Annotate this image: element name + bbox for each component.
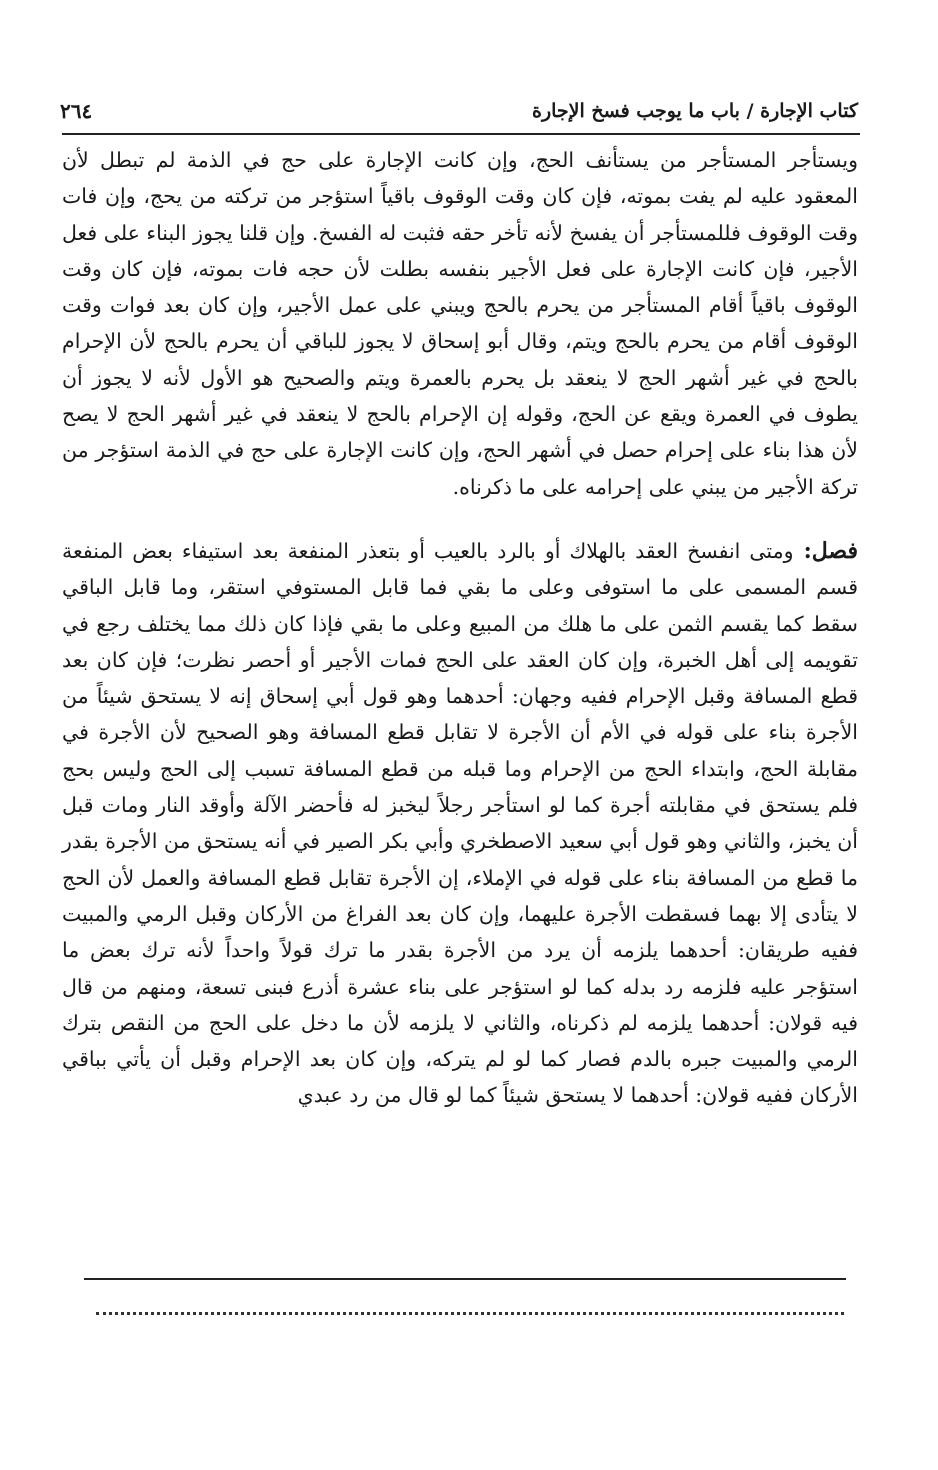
page-header [60, 92, 858, 130]
header-divider [62, 133, 860, 135]
paragraph-2-text: ومتى انفسخ العقد بالهلاك أو بالرد بالعيب أو بتعذر المنفعة بعد استيفاء بعض المنفعة قسم المسمى على ما استوفى وعلى ما بقي فما قابل المستوفي استقر، وما قابل الباقي سقط كما يقسم الثمن على ما هلك من المبيع وعلى ما بقي فإذا كان ذلك مما يختلف رجع في تقويمه إلى أهل الخبرة، وإن كان العقد على الحج فمات الأجير أو أحصر نظرت؛ فإن كان بعد قطع المسافة وقبل الإحرام ففيه وجهان: أحدهما وهو قول أبي إسحاق إنه لا يستحق شيئاً من الأجرة بناء على قوله في الأم أن الأجرة لا تقابل قطع المسافة وهو الصحيح لأن الأجرة في مقابلة الحج، وابتداء الحج من الإحرام وما قبله من قطع المسافة تسبب إلى الحج وليس بحج فلم يستحق في مقابلته أجرة كما لو استأجر رجلاً ليخبز له فأحضر الآلة وأوقد النار ومات قبل أن يخبز، والثاني وهو قول أبي سعيد الاصطخري وأبي بكر الصير في أنه يستحق من الأجرة بقدر ما قطع من المسافة بناء على قوله في الإملاء، إن الأجرة تقابل قطع المسافة والعمل لأن الحج لا يتأدى إلا بهما فسقطت الأجرة عليهما، وإن كان بعد الفراغ من الأركان وقبل الرمي والمبيت ففيه طريقان: أحدهما يلزمه أن يرد من الأجرة بقدر ما ترك قولاً واحداً لأنه ترك بعض ما استؤجر عليه فلزمه رد بدله كما لو استؤجر على بناء عشرة أذرع فبنى تسعة، ومنهم من قال فيه قولان: أحدهما يلزمه لم ذكرناه، والثاني لا يلزمه لأن ما دخل على الحج من النقص بترك الرمي والمبيت جبره بالدم فصار كما لو لم يتركه، وإن كان بعد الإحرام وقبل أن يأتي بباقي الأركان ففيه قولان: أحدهما لا يستحق شيئاً كما لو قال من رد عبدي [62, 538, 858, 1108]
page-number: ٢٦٤ [60, 99, 93, 123]
main-text [62, 142, 858, 1114]
paragraph-2 [62, 533, 858, 1114]
footnote-dotted-line [96, 1312, 844, 1325]
paragraph-1-text: ويستأجر المستأجر من يستأنف الحج، وإن كانت الإجارة على حج في الذمة لم تبطل لأن المعقود عليه لم يفت بموته، فإن كان وقت الوقوف باقياً استؤجر من تركته من يحج، وإن فات وقت الوقوف فللمستأجر أن يفسخ لأنه تأخر حقه فثبت له الفسخ. وإن قلنا يجوز البناء على فعل الأجير، فإن كانت الإجارة على فعل الأجير بنفسه بطلت لأن حجه فات بموته، فإن كان وقت الوقوف باقياً أقام المستأجر من يحرم بالحج ويبني على عمل الأجير، وإن كان بعد فوات وقت الوقوف أقام من يحرم بالحج ويتم، وقال أبو إسحاق لا يجوز للباقي أن يحرم بالحج لأن الإحرام بالحج في غير أشهر الحج لا ينعقد بل يحرم بالعمرة ويتم والصحيح هو الأول لأنه لا يجوز أن يطوف في العمرة ويقع عن الحج، وقوله إن الإحرام بالحج لا ينعقد في غير أشهر الحج لا يصح لأن هذا بناء على إحرام حصل في أشهر الحج، وإن كانت الإجارة على حج في الذمة استؤجر من تركة الأجير من يبني على إحرامه على ما ذكرناه. [62, 148, 858, 499]
section-label: فصل: [793, 537, 858, 564]
paragraph-1 [62, 142, 858, 505]
footnote-divider [84, 1278, 846, 1280]
running-header-title: كتاب الإجارة / باب ما يوجب فسخ الإجارة [532, 100, 858, 122]
